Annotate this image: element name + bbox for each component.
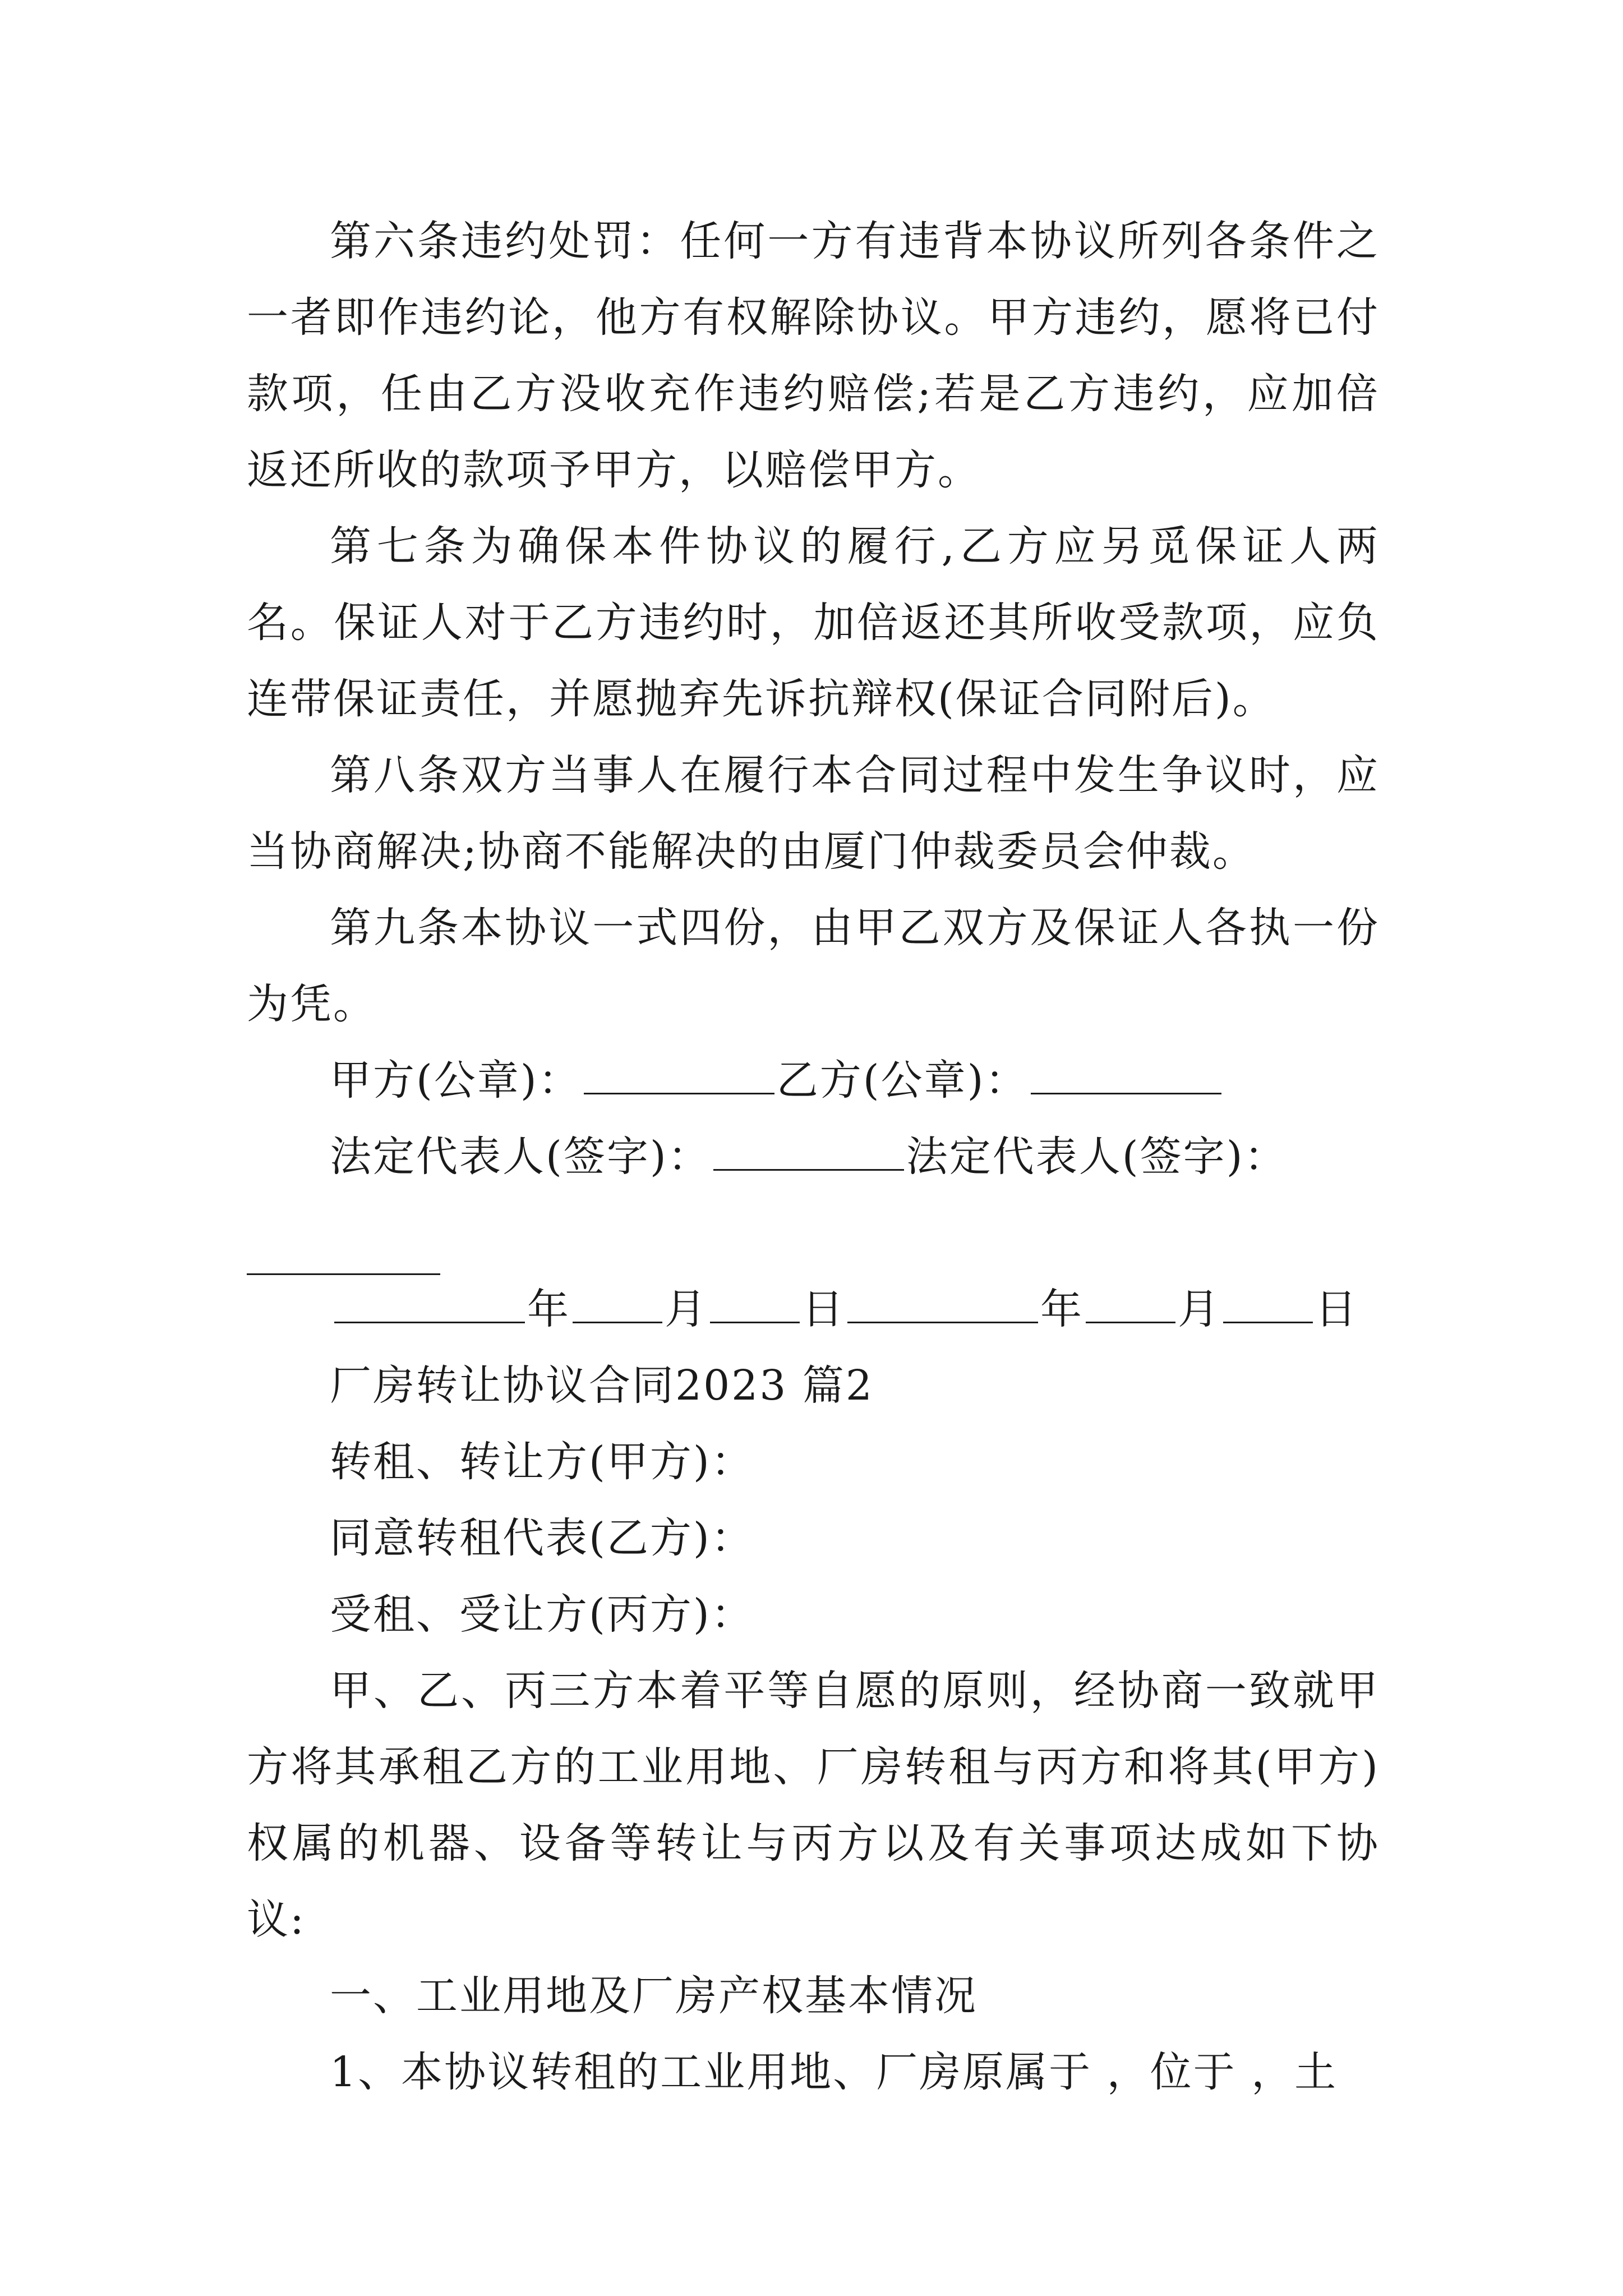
heading-1: 一、工业用地及厂房产权基本情况 bbox=[330, 1972, 978, 2020]
article-9: 第九条本协议一式四份，由甲乙双方及保证人各执一份为凭。 bbox=[247, 904, 1380, 1028]
date-a-day-label: 日 bbox=[802, 1285, 845, 1333]
date-line bbox=[247, 1271, 1380, 1347]
party-b-line: 同意转租代表(乙方)： bbox=[330, 1514, 754, 1562]
party-a-seal-blank bbox=[584, 1059, 774, 1094]
date-b-day-label: 日 bbox=[1315, 1285, 1358, 1333]
date-b-year-blank bbox=[847, 1288, 1038, 1323]
date-a-year-blank bbox=[334, 1288, 525, 1323]
date-a-day-blank bbox=[710, 1288, 800, 1323]
article-7: 第七条为确保本件协议的履行,乙方应另觅保证人两名。保证人对于乙方违约时，加倍返还其所收受款项，应负连带保证责任，并愿抛弃先诉抗辩权(保证合同附后)。 bbox=[247, 522, 1380, 723]
date-b-month-blank bbox=[1086, 1288, 1175, 1323]
section-2-intro: 甲、乙、丙三方本着平等自愿的原则，经协商一致就甲方将其承租乙方的工业用地、厂房转租与丙方和将其(甲方)权属的机器、设备等转让与丙方以及有关事项达成如下协议: bbox=[247, 1667, 1380, 1944]
document-body bbox=[247, 203, 1380, 2110]
date-a-year-label: 年 bbox=[527, 1285, 570, 1333]
representative-line bbox=[247, 1119, 1380, 1195]
party-b-seal-blank bbox=[1031, 1059, 1221, 1094]
date-a-month-blank bbox=[573, 1288, 662, 1323]
party-c-line: 受租、受让方(丙方)： bbox=[330, 1590, 754, 1639]
party-a-line: 转租、转让方(甲方)： bbox=[330, 1438, 754, 1486]
date-b-day-blank bbox=[1223, 1288, 1313, 1323]
rep-sign-b-label: 法定代表人(签字)： bbox=[906, 1133, 1288, 1181]
section-2-title: 厂房转让协议合同2023 篇2 bbox=[330, 1361, 874, 1410]
rep-sign-b-blank-row bbox=[247, 1195, 1380, 1271]
item-1: 1、本协议转租的工业用地、厂房原属于 ，位于 ，土 bbox=[330, 2048, 1338, 2096]
date-a-month-label: 月 bbox=[665, 1285, 708, 1333]
article-6: 第六条违约处罚：任何一方有违背本协议所列各条件之一者即作违约论，他方有权解除协议。甲方违约，愿将已付款项，任由乙方没收充作违约赔偿;若是乙方违约，应加倍返还所收的款项予甲方，以赔偿甲方。 bbox=[247, 217, 1380, 494]
seal-line bbox=[247, 1042, 1380, 1119]
rep-sign-a-blank bbox=[713, 1135, 904, 1171]
rep-sign-b-blank bbox=[247, 1240, 440, 1275]
rep-sign-a-label: 法定代表人(签字)： bbox=[330, 1133, 711, 1181]
party-a-seal-label: 甲方(公章)： bbox=[330, 1056, 582, 1105]
article-8: 第八条双方当事人在履行本合同过程中发生争议时，应当协商解决;协商不能解决的由厦门仲裁委员会仲裁。 bbox=[247, 751, 1380, 876]
date-b-year-label: 年 bbox=[1040, 1285, 1083, 1333]
party-b-seal-label: 乙方(公章)： bbox=[776, 1056, 1029, 1105]
date-b-month-label: 月 bbox=[1178, 1285, 1221, 1333]
